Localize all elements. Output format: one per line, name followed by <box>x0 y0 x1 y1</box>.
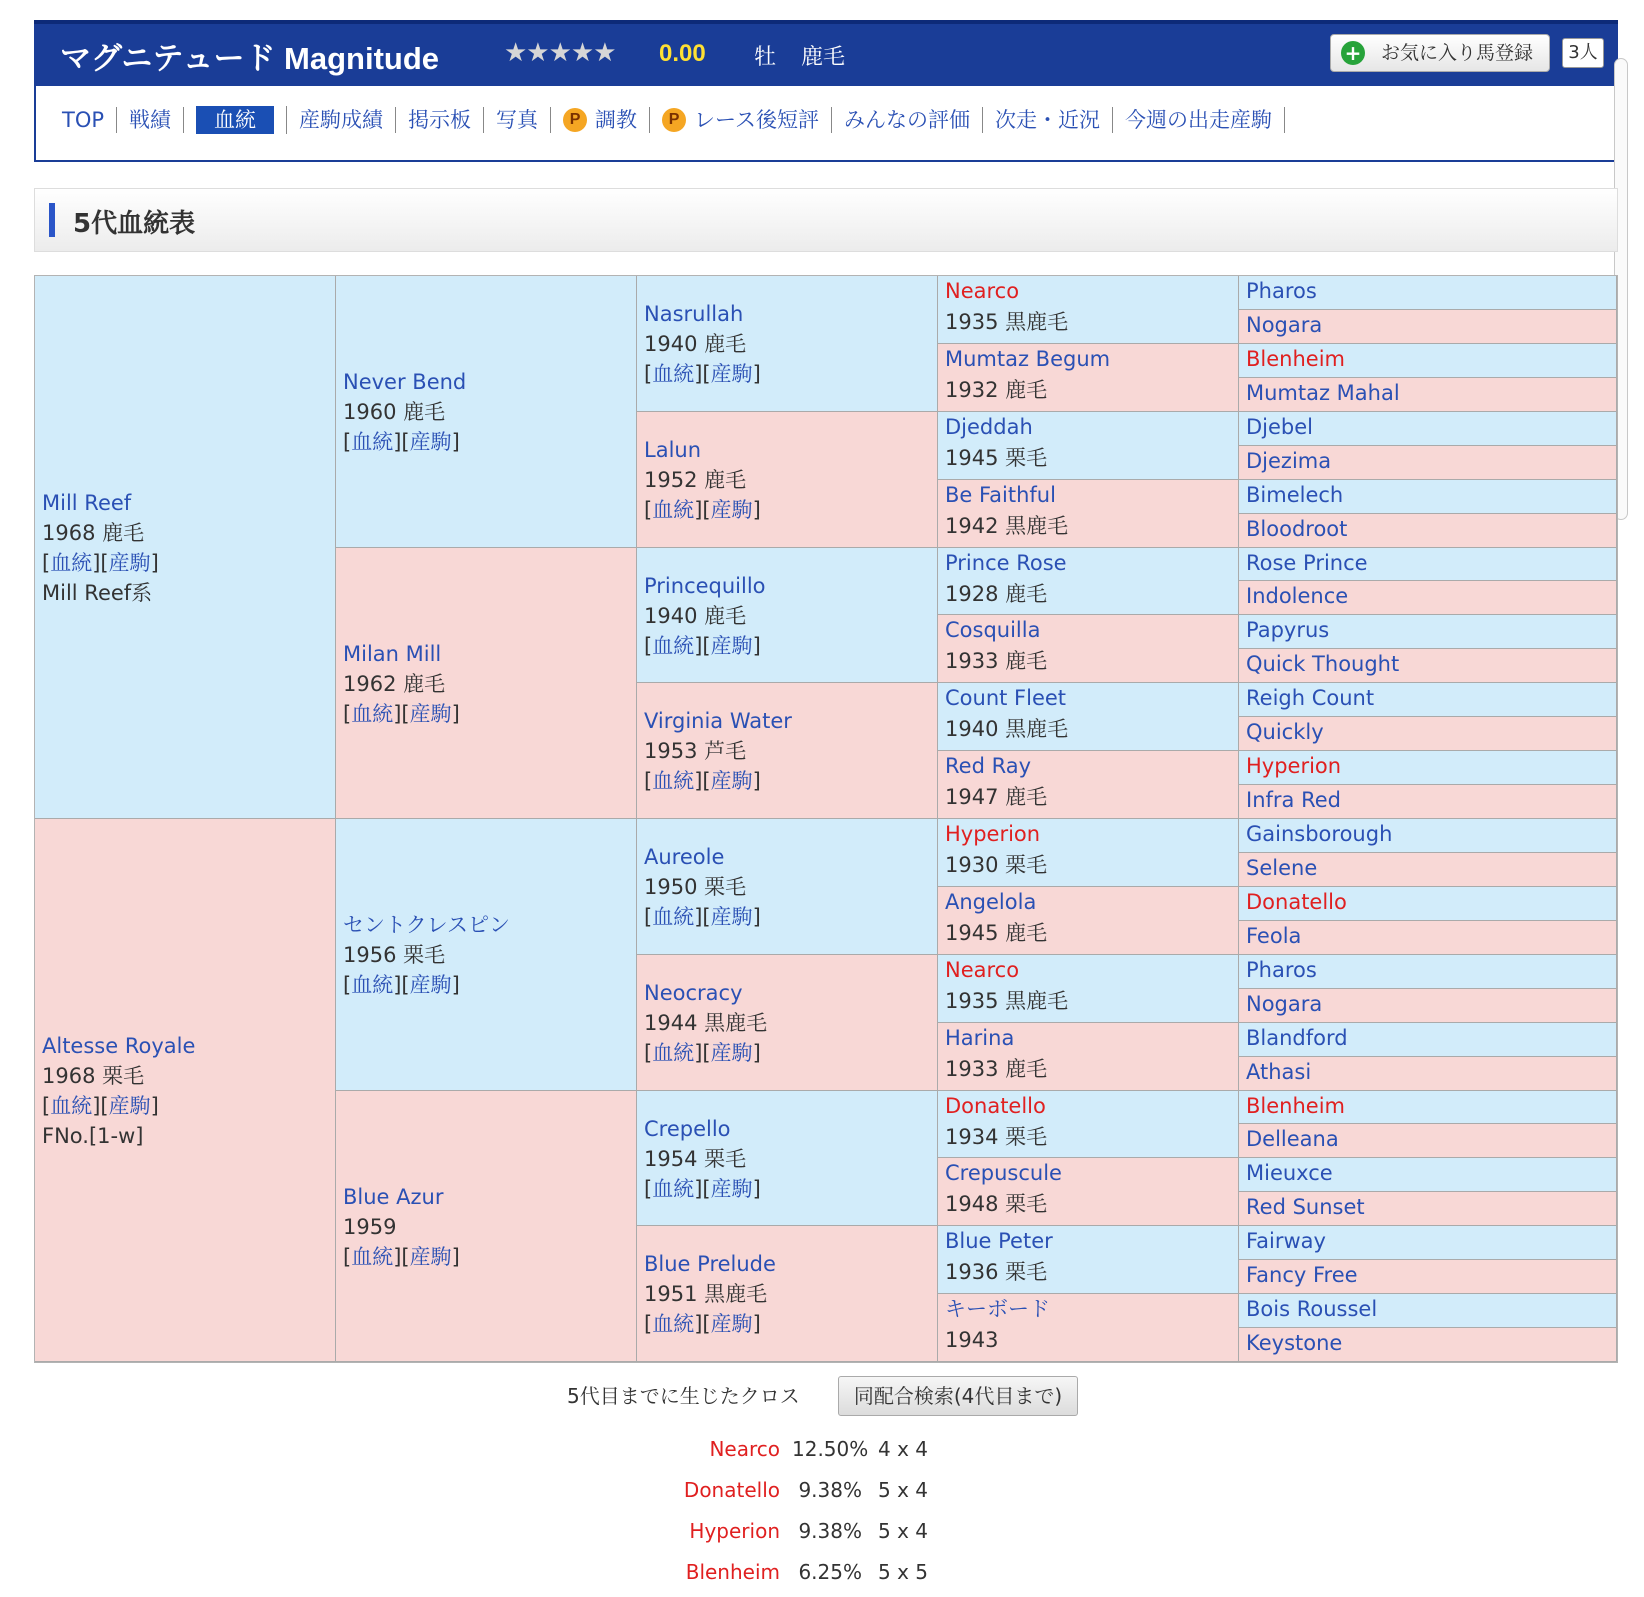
pedigree-links: [血統][産駒] <box>644 498 761 522</box>
horse-name-link[interactable]: Mill Reef <box>42 491 132 515</box>
pedigree-cell-gen5 <box>1239 887 1617 921</box>
pedigree-cell-gen5 <box>1239 989 1617 1023</box>
pedigree-link[interactable]: 血統 <box>50 551 93 575</box>
pedigree-cell-gen3 <box>637 683 938 819</box>
pedigree-cell-gen5 <box>1239 683 1617 717</box>
pedigree-cell-gen5 <box>1239 1023 1617 1057</box>
horse-name-link[interactable]: Red Sunset <box>1246 1195 1365 1219</box>
pedigree-links: [血統][産駒] <box>644 769 761 793</box>
section-header <box>34 188 1618 252</box>
cross-row <box>620 1518 960 1544</box>
offspring-link[interactable]: 産駒 <box>710 362 753 386</box>
pedigree-cell-gen5 <box>1239 1328 1617 1362</box>
offspring-link[interactable]: 産駒 <box>710 1041 753 1065</box>
horse-name-link[interactable]: Quick Thought <box>1246 652 1400 676</box>
horse-year-coat: 1942 黒鹿毛 <box>945 514 1069 538</box>
pedigree-table <box>34 275 1618 1363</box>
pedigree-link[interactable]: 血統 <box>652 634 695 658</box>
favorite-count-badge: 3人 <box>1562 38 1604 68</box>
pedigree-cell-gen5 <box>1239 1294 1617 1328</box>
tab-label: 今週の出走産駒 <box>1124 108 1272 132</box>
pedigree-cell-gen5 <box>1239 1124 1617 1158</box>
cross-percentage: 9.38% <box>798 1478 862 1502</box>
pedigree-link[interactable]: 血統 <box>50 1094 93 1118</box>
pedigree-links: [血統][産駒] <box>343 973 460 997</box>
pedigree-links: [血統][産駒] <box>644 634 761 658</box>
horse-name-link[interactable]: Count Fleet <box>945 686 1067 710</box>
pedigree-cell-gen4 <box>938 683 1239 751</box>
horse-name-link[interactable]: Be Faithful <box>945 483 1056 507</box>
horse-year-coat: 1940 鹿毛 <box>644 604 747 628</box>
pedigree-cell-gen5 <box>1239 310 1617 344</box>
tab-2[interactable] <box>184 106 287 134</box>
cross-row <box>620 1477 960 1503</box>
pedigree-cell-gen5 <box>1239 581 1617 615</box>
horse-name-link[interactable]: Cosquilla <box>945 618 1041 642</box>
horse-name-link[interactable]: Quickly <box>1246 720 1324 744</box>
tab-10[interactable] <box>1113 107 1285 133</box>
pedigree-cell-gen4 <box>938 1091 1239 1158</box>
horse-year-coat: 1944 黒鹿毛 <box>644 1011 768 1035</box>
same-mating-search-button[interactable]: 同配合検索(4代目まで) <box>838 1376 1078 1416</box>
horse-year-coat: 1959 <box>343 1215 397 1239</box>
pedigree-cell-gen4 <box>938 887 1239 955</box>
horse-name-link[interactable]: Keystone <box>1246 1331 1343 1355</box>
horse-year-coat: 1948 栗毛 <box>945 1192 1048 1216</box>
horse-year-coat: 1940 黒鹿毛 <box>945 717 1069 741</box>
horse-name-link[interactable]: Fairway <box>1246 1229 1326 1253</box>
tab-4[interactable] <box>396 107 484 133</box>
horse-line-info: FNo.[1-w] <box>42 1124 144 1148</box>
horse-year-coat: 1951 黒鹿毛 <box>644 1282 768 1306</box>
horse-name-link[interactable]: Rose Prince <box>1246 551 1368 575</box>
rating-stars-icon[interactable]: ★★★★★ <box>504 38 616 68</box>
pedigree-cell-gen3 <box>637 412 938 548</box>
horse-name-link[interactable]: Milan Mill <box>343 642 442 666</box>
pedigree-cell-gen4 <box>938 344 1239 412</box>
horse-name-link[interactable]: Mieuxce <box>1246 1161 1333 1185</box>
cross-percentage: 9.38% <box>798 1519 862 1543</box>
pedigree-cell-gen5 <box>1239 378 1617 412</box>
pedigree-cell-gen5 <box>1239 1158 1617 1192</box>
tab-8[interactable] <box>832 107 983 133</box>
premium-p-icon: P <box>662 108 686 132</box>
horse-name-link[interactable]: Indolence <box>1246 584 1349 608</box>
pedigree-cell-gen5 <box>1239 921 1617 955</box>
pedigree-cell-gen4 <box>938 412 1239 480</box>
horse-name-link[interactable]: Mumtaz Mahal <box>1246 381 1400 405</box>
horse-name-link[interactable]: Nearco <box>945 958 1020 982</box>
horse-name-link[interactable]: Bois Roussel <box>1246 1297 1378 1321</box>
horse-name-link[interactable]: Altesse Royale <box>42 1034 196 1058</box>
tab-label: 血統 <box>196 106 274 134</box>
pedigree-cell-gen5 <box>1239 955 1617 989</box>
horse-year-coat: 1935 黒鹿毛 <box>945 310 1069 334</box>
pedigree-links: [血統][産駒] <box>42 551 159 575</box>
pedigree-link[interactable]: 血統 <box>652 1177 695 1201</box>
pedigree-links: [血統][産駒] <box>644 1177 761 1201</box>
horse-name-link[interactable]: セントクレスピン <box>343 913 510 937</box>
offspring-link[interactable]: 産駒 <box>710 634 753 658</box>
offspring-link[interactable]: 産駒 <box>108 551 151 575</box>
pedigree-link[interactable]: 血統 <box>351 430 394 454</box>
horse-year-coat: 1950 栗毛 <box>644 875 747 899</box>
pedigree-cell-gen5 <box>1239 480 1617 514</box>
add-favorite-icon: + <box>1341 41 1365 65</box>
horse-year-coat: 1928 鹿毛 <box>945 582 1048 606</box>
pedigree-cell-gen4 <box>938 276 1239 344</box>
tab-label: みんなの評価 <box>843 108 970 132</box>
tab-6[interactable] <box>551 107 650 133</box>
pedigree-link[interactable]: 血統 <box>652 769 695 793</box>
pedigree-link[interactable]: 血統 <box>351 1245 394 1269</box>
horse-title: マグニテュード Magnitude <box>60 41 440 76</box>
horse-year-coat: 1952 鹿毛 <box>644 468 747 492</box>
pedigree-cell-gen2 <box>336 1091 637 1362</box>
horse-name-link[interactable]: Djezima <box>1246 449 1332 473</box>
pedigree-cell-gen4 <box>938 1023 1239 1091</box>
cross-horse-link[interactable]: Blenheim <box>685 1560 780 1584</box>
horse-year-coat: 1953 芦毛 <box>644 739 747 763</box>
pedigree-links: [血統][産駒] <box>644 362 761 386</box>
horse-name-link[interactable]: Mumtaz Begum <box>945 347 1111 371</box>
pedigree-links: [血統][産駒] <box>343 430 460 454</box>
section-accent-bar <box>49 203 55 237</box>
tab-label: 写真 <box>496 108 539 132</box>
pedigree-cell-gen3 <box>637 1091 938 1226</box>
horse-name-link[interactable]: Princequillo <box>644 574 766 598</box>
tab-9[interactable] <box>983 107 1113 133</box>
tab-label: 産駒成績 <box>299 108 384 132</box>
offspring-link[interactable]: 産駒 <box>409 430 452 454</box>
offspring-link[interactable]: 産駒 <box>409 1245 452 1269</box>
horse-name-link[interactable]: Lalun <box>644 438 702 462</box>
horse-name-link[interactable]: Hyperion <box>945 822 1041 846</box>
horse-name-link[interactable]: Crepuscule <box>945 1161 1062 1185</box>
horse-name-link[interactable]: キーボード <box>945 1297 1050 1321</box>
horse-name-link[interactable]: Red Ray <box>945 754 1031 778</box>
horse-year-coat: 1934 栗毛 <box>945 1125 1048 1149</box>
horse-name-link[interactable]: Harina <box>945 1026 1015 1050</box>
pedigree-cell-gen5 <box>1239 548 1617 581</box>
pedigree-cell-gen3 <box>637 819 938 955</box>
horse-name-link[interactable]: Nearco <box>945 279 1020 303</box>
horse-name-link[interactable]: Blandford <box>1246 1026 1348 1050</box>
horse-header <box>34 20 1618 86</box>
horse-name-link[interactable]: Athasi <box>1246 1060 1312 1084</box>
horse-name-link[interactable]: Virginia Water <box>644 709 792 733</box>
pedigree-cell-gen5 <box>1239 615 1617 649</box>
horse-name-link[interactable]: Crepello <box>644 1117 731 1141</box>
horse-name-link[interactable]: Bimelech <box>1246 483 1344 507</box>
pedigree-cell-gen3 <box>637 548 938 683</box>
cross-percentage: 6.25% <box>798 1560 862 1584</box>
horse-year-coat: 1943 <box>945 1328 999 1352</box>
horse-year-coat: 1947 鹿毛 <box>945 785 1048 809</box>
horse-year-coat: 1933 鹿毛 <box>945 649 1048 673</box>
pedigree-cell-gen2 <box>336 276 637 548</box>
pedigree-link[interactable]: 血統 <box>652 498 695 522</box>
pedigree-cell-gen4 <box>938 1226 1239 1294</box>
pedigree-link[interactable]: 血統 <box>652 905 695 929</box>
horse-year-coat: 1935 黒鹿毛 <box>945 989 1069 1013</box>
horse-name-link[interactable]: Pharos <box>1246 958 1317 982</box>
tab-label: レース後短評 <box>694 108 819 132</box>
horse-coat: 鹿毛 <box>801 45 846 70</box>
horse-name-link[interactable]: Fancy Free <box>1246 1263 1358 1287</box>
horse-name-link[interactable]: Delleana <box>1246 1127 1339 1151</box>
horse-name-link[interactable]: Angelola <box>945 890 1037 914</box>
premium-p-icon: P <box>563 108 587 132</box>
pedigree-link[interactable]: 血統 <box>351 702 394 726</box>
pedigree-cell-gen5 <box>1239 785 1617 819</box>
pedigree-links: [血統][産駒] <box>343 702 460 726</box>
pedigree-cell-gen1 <box>35 276 336 819</box>
pedigree-cell-gen4 <box>938 955 1239 1023</box>
horse-name-link[interactable]: Blenheim <box>1246 347 1345 371</box>
horse-tab-nav <box>34 86 1618 162</box>
cross-horse-link[interactable]: Donatello <box>683 1478 780 1502</box>
pedigree-links: [血統][産駒] <box>644 1041 761 1065</box>
horse-name-link[interactable]: Feola <box>1246 924 1302 948</box>
cross-generation: 5 x 5 <box>878 1560 928 1584</box>
favorite-register-label: お気に入り馬登録 <box>1381 42 1534 64</box>
pedigree-cell-gen4 <box>938 548 1239 615</box>
pedigree-cell-gen4 <box>938 1158 1239 1226</box>
pedigree-cell-gen5 <box>1239 514 1617 548</box>
pedigree-cell-gen5 <box>1239 649 1617 683</box>
pedigree-links: [血統][産駒] <box>42 1094 159 1118</box>
horse-name-link[interactable]: Nasrullah <box>644 302 744 326</box>
horse-sex: 牡 <box>754 45 777 70</box>
offspring-link[interactable]: 産駒 <box>710 769 753 793</box>
horse-year-coat: 1968 栗毛 <box>42 1064 145 1088</box>
horse-name-link[interactable]: Prince Rose <box>945 551 1067 575</box>
pedigree-cell-gen5 <box>1239 446 1617 480</box>
horse-year-coat: 1960 鹿毛 <box>343 400 446 424</box>
horse-name-link[interactable]: Blue Azur <box>343 1185 444 1209</box>
pedigree-links: [血統][産駒] <box>644 905 761 929</box>
horse-year-coat: 1956 栗毛 <box>343 943 446 967</box>
horse-name-link[interactable]: Hyperion <box>1246 754 1342 778</box>
pedigree-cell-gen5 <box>1239 853 1617 887</box>
pedigree-links: [血統][産駒] <box>644 1312 761 1336</box>
horse-name-link[interactable]: Blenheim <box>1246 1094 1345 1118</box>
horse-year-coat: 1968 鹿毛 <box>42 521 145 545</box>
horse-name-link[interactable]: Reigh Count <box>1246 686 1375 710</box>
favorite-register-button[interactable] <box>1330 34 1550 72</box>
horse-name-link[interactable]: Never Bend <box>343 370 467 394</box>
cross-row <box>620 1559 960 1585</box>
horse-name-link[interactable]: Djeddah <box>945 415 1033 439</box>
pedigree-cell-gen5 <box>1239 276 1617 310</box>
cross-heading: 5代目までに生じたクロス <box>567 1384 800 1408</box>
cross-generation: 5 x 4 <box>878 1478 928 1502</box>
pedigree-cell-gen5 <box>1239 819 1617 853</box>
horse-year-coat: 1930 栗毛 <box>945 853 1048 877</box>
pedigree-cell-gen5 <box>1239 717 1617 751</box>
horse-name-link[interactable]: Blue Prelude <box>644 1252 776 1276</box>
rating-score: 0.00 <box>659 40 706 67</box>
offspring-link[interactable]: 産駒 <box>108 1094 151 1118</box>
cross-row <box>620 1436 960 1462</box>
horse-name-link[interactable]: Selene <box>1246 856 1318 880</box>
tab-0[interactable] <box>62 107 117 133</box>
pedigree-cell-gen5 <box>1239 1057 1617 1091</box>
pedigree-cell-gen2 <box>336 819 637 1091</box>
pedigree-cell-gen5 <box>1239 1192 1617 1226</box>
horse-name-link[interactable]: Nogara <box>1246 992 1323 1016</box>
pedigree-link[interactable]: 血統 <box>351 973 394 997</box>
pedigree-cell-gen2 <box>336 548 637 819</box>
pedigree-cell-gen4 <box>938 819 1239 887</box>
horse-name-link[interactable]: Donatello <box>945 1094 1046 1118</box>
pedigree-cell-gen5 <box>1239 1260 1617 1294</box>
tab-5[interactable] <box>484 107 551 133</box>
horse-name-link[interactable]: Neocracy <box>644 981 743 1005</box>
offspring-link[interactable]: 産駒 <box>710 905 753 929</box>
pedigree-cell-gen1 <box>35 819 336 1362</box>
cross-horse-link[interactable]: Nearco <box>709 1437 780 1461</box>
section-title: 5代血統表 <box>73 209 196 239</box>
horse-name-link[interactable]: Pharos <box>1246 279 1317 303</box>
pedigree-cell-gen4 <box>938 480 1239 548</box>
horse-name-link[interactable]: Djebel <box>1246 415 1314 439</box>
tab-1[interactable] <box>117 107 184 133</box>
tab-label: 戦績 <box>129 108 172 132</box>
offspring-link[interactable]: 産駒 <box>710 1177 753 1201</box>
offspring-link[interactable]: 産駒 <box>409 702 452 726</box>
horse-name-link[interactable]: Nogara <box>1246 313 1323 337</box>
horse-name-link[interactable]: Bloodroot <box>1246 517 1348 541</box>
pedigree-cell-gen3 <box>637 1226 938 1362</box>
pedigree-cell-gen3 <box>637 276 938 412</box>
horse-name-link[interactable]: Aureole <box>644 845 725 869</box>
horse-name-link[interactable]: Blue Peter <box>945 1229 1053 1253</box>
horse-year-coat: 1945 鹿毛 <box>945 921 1048 945</box>
horse-name-link[interactable]: Gainsborough <box>1246 822 1393 846</box>
tab-3[interactable] <box>287 107 396 133</box>
horse-name-link[interactable]: Infra Red <box>1246 788 1341 812</box>
tab-label: 次走・近況 <box>994 108 1100 132</box>
tab-label: 掲示板 <box>408 108 472 132</box>
pedigree-cell-gen5 <box>1239 1091 1617 1124</box>
cross-horse-link[interactable]: Hyperion <box>689 1519 780 1543</box>
offspring-link[interactable]: 産駒 <box>409 973 452 997</box>
pedigree-cell-gen5 <box>1239 751 1617 785</box>
pedigree-cell-gen5 <box>1239 344 1617 378</box>
pedigree-link[interactable]: 血統 <box>652 1041 695 1065</box>
horse-name-link[interactable]: Papyrus <box>1246 618 1330 642</box>
pedigree-cell-gen5 <box>1239 1226 1617 1260</box>
offspring-link[interactable]: 産駒 <box>710 498 753 522</box>
cross-percentage: 12.50% <box>792 1437 869 1461</box>
cross-generation: 4 x 4 <box>878 1437 928 1461</box>
pedigree-cell-gen4 <box>938 1294 1239 1362</box>
horse-year-coat: 1932 鹿毛 <box>945 378 1048 402</box>
pedigree-link[interactable]: 血統 <box>652 362 695 386</box>
horse-year-coat: 1936 栗毛 <box>945 1260 1048 1284</box>
pedigree-cell-gen5 <box>1239 412 1617 446</box>
tab-label: TOP <box>62 108 105 132</box>
horse-year-coat: 1940 鹿毛 <box>644 332 747 356</box>
pedigree-links: [血統][産駒] <box>343 1245 460 1269</box>
tab-7[interactable] <box>650 107 832 133</box>
offspring-link[interactable]: 産駒 <box>710 1312 753 1336</box>
horse-line-info: Mill Reef系 <box>42 581 153 605</box>
cross-generation: 5 x 4 <box>878 1519 928 1543</box>
pedigree-cell-gen3 <box>637 955 938 1091</box>
horse-name-link[interactable]: Donatello <box>1246 890 1347 914</box>
horse-year-coat: 1962 鹿毛 <box>343 672 446 696</box>
horse-year-coat: 1945 栗毛 <box>945 446 1048 470</box>
pedigree-link[interactable]: 血統 <box>652 1312 695 1336</box>
horse-year-coat: 1954 栗毛 <box>644 1147 747 1171</box>
pedigree-cell-gen4 <box>938 751 1239 819</box>
pedigree-cell-gen4 <box>938 615 1239 683</box>
horse-year-coat: 1933 鹿毛 <box>945 1057 1048 1081</box>
tab-label: 調教 <box>595 108 638 132</box>
